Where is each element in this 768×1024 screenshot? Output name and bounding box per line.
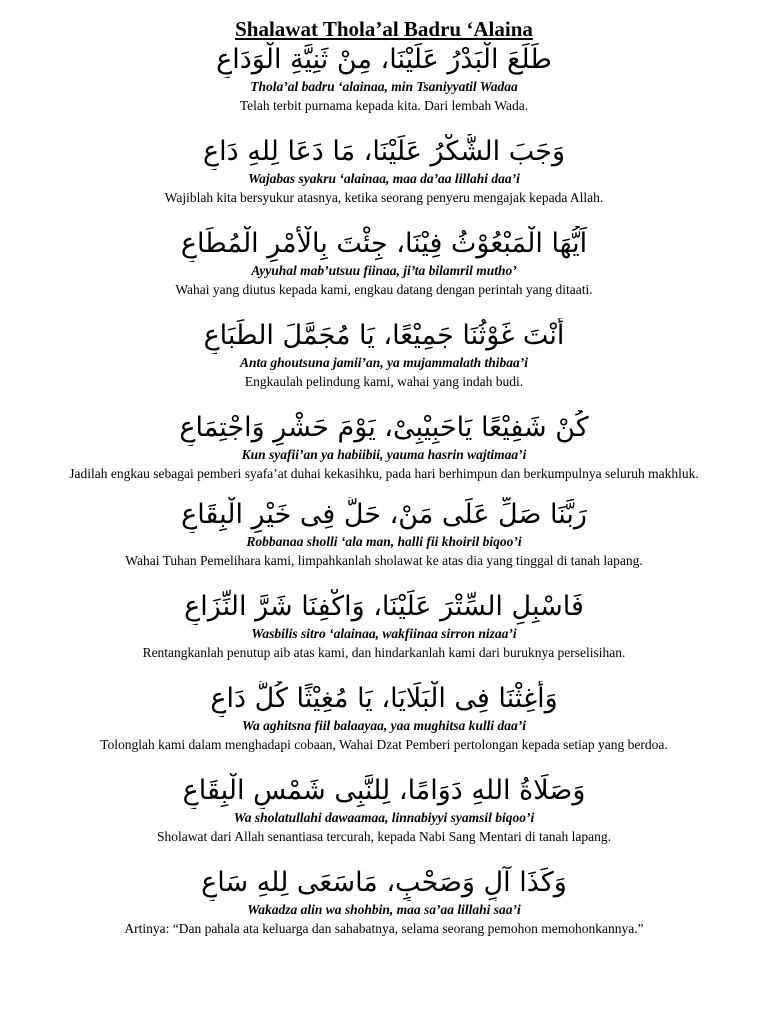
verse-translation: Jadilah engkau sebagai pemberi syafa’at duhai kekasihku, pada hari berhimpun dan berkumpulnya seluruh makhluk.: [69, 466, 699, 481]
verse-transliteration: Anta ghoutsuna jamii’an, ya mujammalath thibaa’i: [239, 355, 529, 370]
verse-1: [0, 42, 768, 116]
verse-spacer: [0, 663, 768, 681]
verse-translation: Wajiblah kita bersyukur atasnya, ketika seorang penyeru mengajak kepada Allah.: [164, 190, 604, 205]
verse-3: [0, 226, 768, 300]
verse-arabic: وَكَذَا آلٍ وَصَحْبٍ، مَاسَعَى لِلهِ سَاعِ: [201, 867, 567, 898]
verse-transliteration: Wasbilis sitro ‘alainaa, wakfiinaa sirron nizaa’i: [251, 626, 517, 641]
verse-translation: Telah terbit purnama kepada kita. Dari lembah Wada.: [239, 98, 529, 113]
verse-translation: Rentangkanlah penutup aib atas kami, dan hindarkanlah kami dari buruknya perselisihan.: [142, 645, 626, 660]
verse-transliteration: Thola’al badru ‘alainaa, min Tsaniyyatil Wadaa: [250, 79, 518, 94]
verse-arabic: وَجَبَ الشُّكْرُ عَلَيْنَا، مَا دَعَا لِلهِ دَاعِ: [203, 136, 565, 167]
verse-8: [0, 681, 768, 755]
verse-translation: Engkaulah pelindung kami, wahai yang indah budi.: [244, 374, 524, 389]
verse-spacer: [0, 847, 768, 865]
verse-arabic: كُنْ شَفِيْعًا يَاحَبِيْبِىْ، يَوْمَ حَشْرٍ وَاجْتِمَاعِ: [179, 412, 589, 443]
verse-transliteration: Ayyuhal mab’utsuu fiinaa, ji’ta bilamril mutho’: [251, 263, 517, 278]
verse-translation: Sholawat dari Allah senantiasa tercurah, kepada Nabi Sang Mentari di tanah lapang.: [157, 829, 611, 844]
verse-2: [0, 134, 768, 208]
verse-translation: Artinya: “Dan pahala ata keluarga dan sahabatnya, selama seorang pemohon memohonkannya.”: [124, 921, 644, 936]
verse-arabic: وَصَلَاةُ اللهِ دَوَامًا، لِلنَّبِى شَمْسِ الْبِقَاعِ: [182, 775, 586, 806]
verse-transliteration: Kun syafii’an ya habiibii, yauma hasrin wajtimaa’i: [241, 447, 527, 462]
verse-spacer: [0, 300, 768, 318]
verse-spacer: [0, 755, 768, 773]
verse-arabic: اَيُّهَا الْمَبْعُوْثُ فِيْنَا، جِئْتَ بِالْأَمْرِ الْمُطَاعِ: [180, 228, 588, 259]
verse-transliteration: Robbanaa sholli ‘ala man, halli fii khoiril biqoo’i: [246, 534, 522, 549]
page-title: Shalawat Thola’al Badru ‘Alaina: [235, 17, 533, 41]
verse-6: [0, 497, 768, 571]
verse-spacer: [0, 392, 768, 410]
verse-arabic: فَاسْبِلِ السِّتْرَ عَلَيْنَا، وَاكْفِنَا شَرَّ النِّزَاعِ: [184, 591, 584, 622]
verse-spacer: [0, 571, 768, 589]
verse-arabic: وَأَغِثْنَا فِى الْبَلَايَا، يَا مُغِيْثًا كُلَّ دَاعِ: [210, 683, 558, 714]
verse-arabic: رَبَّنَا صَلِّ عَلَى مَنْ، حَلَّ فِى خَيْرِ الْبِقَاعِ: [181, 499, 587, 530]
verse-transliteration: Wakadza alin wa shohbin, maa sa’aa lillahi saa’i: [247, 902, 521, 917]
verse-7: [0, 589, 768, 663]
verse-spacer: [0, 484, 768, 497]
verse-9: [0, 773, 768, 847]
verse-spacer: [0, 116, 768, 134]
verse-10: [0, 865, 768, 939]
verse-translation: Wahai yang diutus kepada kami, engkau datang dengan perintah yang ditaati.: [175, 282, 593, 297]
verse-4: [0, 318, 768, 392]
verse-5: [0, 410, 768, 484]
verse-arabic: طَلَعَ الْبَدْرُ عَلَيْنَا، مِنْ ثَنِيَّةِ الْوَدَاعِ: [216, 44, 552, 75]
verse-arabic: أَنْتَ غَوْثُنَا جَمِيْعًا، يَا مُجَمَّلَ الطِّبَاعِ: [203, 320, 565, 351]
verse-translation: Wahai Tuhan Pemelihara kami, limpahkanlah sholawat ke atas dia yang tinggal di tanah lapang.: [125, 553, 643, 568]
verse-transliteration: Wa aghitsna fiil balaayaa, yaa mughitsa kulli daa’i: [241, 718, 527, 733]
verse-transliteration: Wajabas syakru ‘alainaa, maa da’aa lillahi daa’i: [248, 171, 520, 186]
verse-spacer: [0, 208, 768, 226]
verse-translation: Tolonglah kami dalam menghadapi cobaan, Wahai Dzat Pemberi pertolongan kepada setiap yang berdoa.: [100, 737, 668, 752]
verse-transliteration: Wa sholatullahi dawaamaa, linnabiyyi syamsil biqoo’i: [233, 810, 535, 825]
